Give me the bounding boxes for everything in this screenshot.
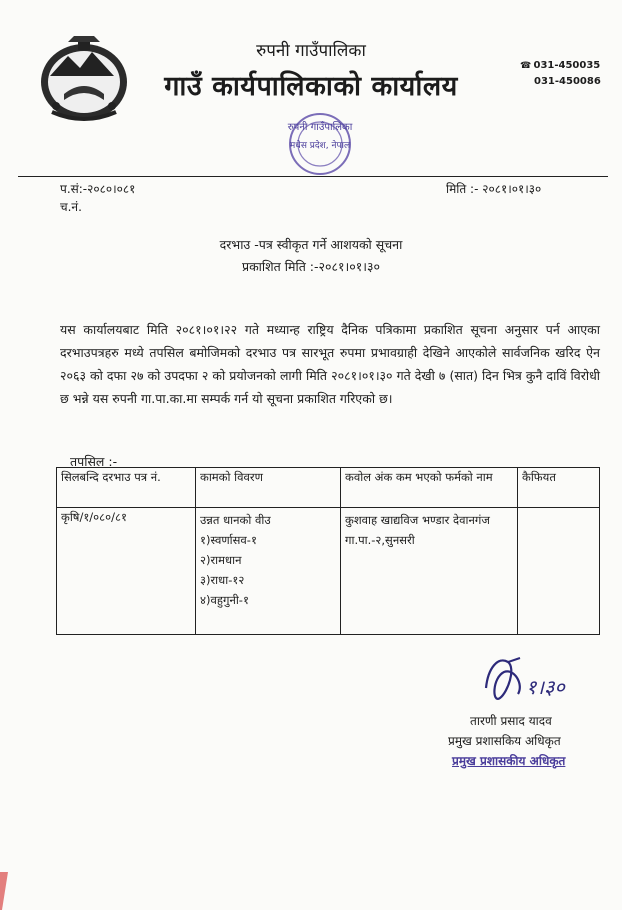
work-line: ४)वहुगुनी-१	[200, 593, 249, 607]
municipality-name: रुपनी गाउँपालिका	[256, 41, 366, 61]
signature-date: १।३०	[526, 675, 565, 699]
chalani-number: च.नं.	[60, 200, 82, 214]
table-header-row	[57, 468, 600, 508]
signature	[478, 648, 588, 710]
phone-2: 031-450086	[534, 76, 601, 87]
notice-subject: दरभाउ -पत्र स्वीकृत गर्ने आशयको सूचना	[219, 237, 403, 252]
office-stamp	[268, 108, 378, 180]
phone-icon: ☎	[520, 61, 532, 71]
work-line: उन्नत धानको वीउ	[200, 513, 271, 527]
office-name: गाउँ कार्यपालिकाको कार्यालय	[164, 71, 458, 102]
cell-firm-name: कुशवाह खाद्यविज भण्डार देवानगंज गा.पा.-२,सुनसरी	[341, 508, 518, 635]
signer-title: प्रमुख प्रशासकिय अधिकृत	[448, 734, 561, 748]
tapasil-label: तपसिल :-	[70, 454, 118, 469]
stamp-line-1: रुपनी गाउँपालिका	[287, 122, 353, 133]
signer-name: तारणी प्रसाद यादव	[470, 714, 552, 728]
page-edge-mark	[0, 872, 16, 910]
letter-date: मिति :- २०८१।०१।३०	[446, 182, 542, 196]
tender-table	[56, 467, 600, 635]
work-line: २)रामधान	[200, 553, 242, 567]
notice-body: यस कार्यालयबाट मिति २०८१।०१।२२ गते मध्यान्ह राष्ट्रिय दैनिक पत्रिकामा प्रकाशित सूचना अनुसार पर्न आएका दरभाउपत्रहरु मध्ये तपसिल बमोजिमको दरभाउ पत्र सारभूत रुपमा प्रभावग्राही देखिने आएकोले सार्वजनिक खरिद ऐन २०६३ को दफा २७ को उपदफा २ को प्रयोजनको लागी मिति २०८१।०१।३० गते देखी ७ (सात) दिन भित्र कुनै दाविं विरोधी छ भन्ने यस रुपनी गा.पा.का.मा सम्पर्क गर्न यो सूचना प्रकाशित गरिएको छ।	[60, 322, 600, 406]
header-sealed-no: सिलबन्दि दरभाउ पत्र नं.	[57, 468, 196, 508]
work-line: ३)राधा-१२	[200, 573, 245, 587]
header-remarks: कैफियत	[518, 468, 600, 508]
stamp-line-2: मधेस प्रदेश, नेपाल	[289, 141, 351, 151]
cell-work-description	[196, 508, 341, 635]
reference-number: प.सं:-२०८०।०८१	[60, 182, 136, 196]
header-firm-name: कवोल अंक कम भएको फर्मको नाम	[341, 468, 518, 508]
published-date: प्रकाशित मिति :-२०८१।०१।३०	[241, 259, 381, 274]
phone-1: 031-450035	[533, 60, 601, 71]
phone-block	[520, 58, 601, 90]
header-work-description: कामको विवरण	[196, 468, 341, 508]
cell-sealed-no: कृषि/१/०८०/८१	[57, 508, 196, 635]
cell-remarks	[518, 508, 600, 635]
signer-stamp: प्रमुख प्रशासकीय अधिकृत	[452, 754, 566, 768]
header-divider	[18, 176, 608, 177]
table-row	[57, 508, 600, 635]
work-line: १)स्वर्णासव-१	[200, 533, 257, 547]
